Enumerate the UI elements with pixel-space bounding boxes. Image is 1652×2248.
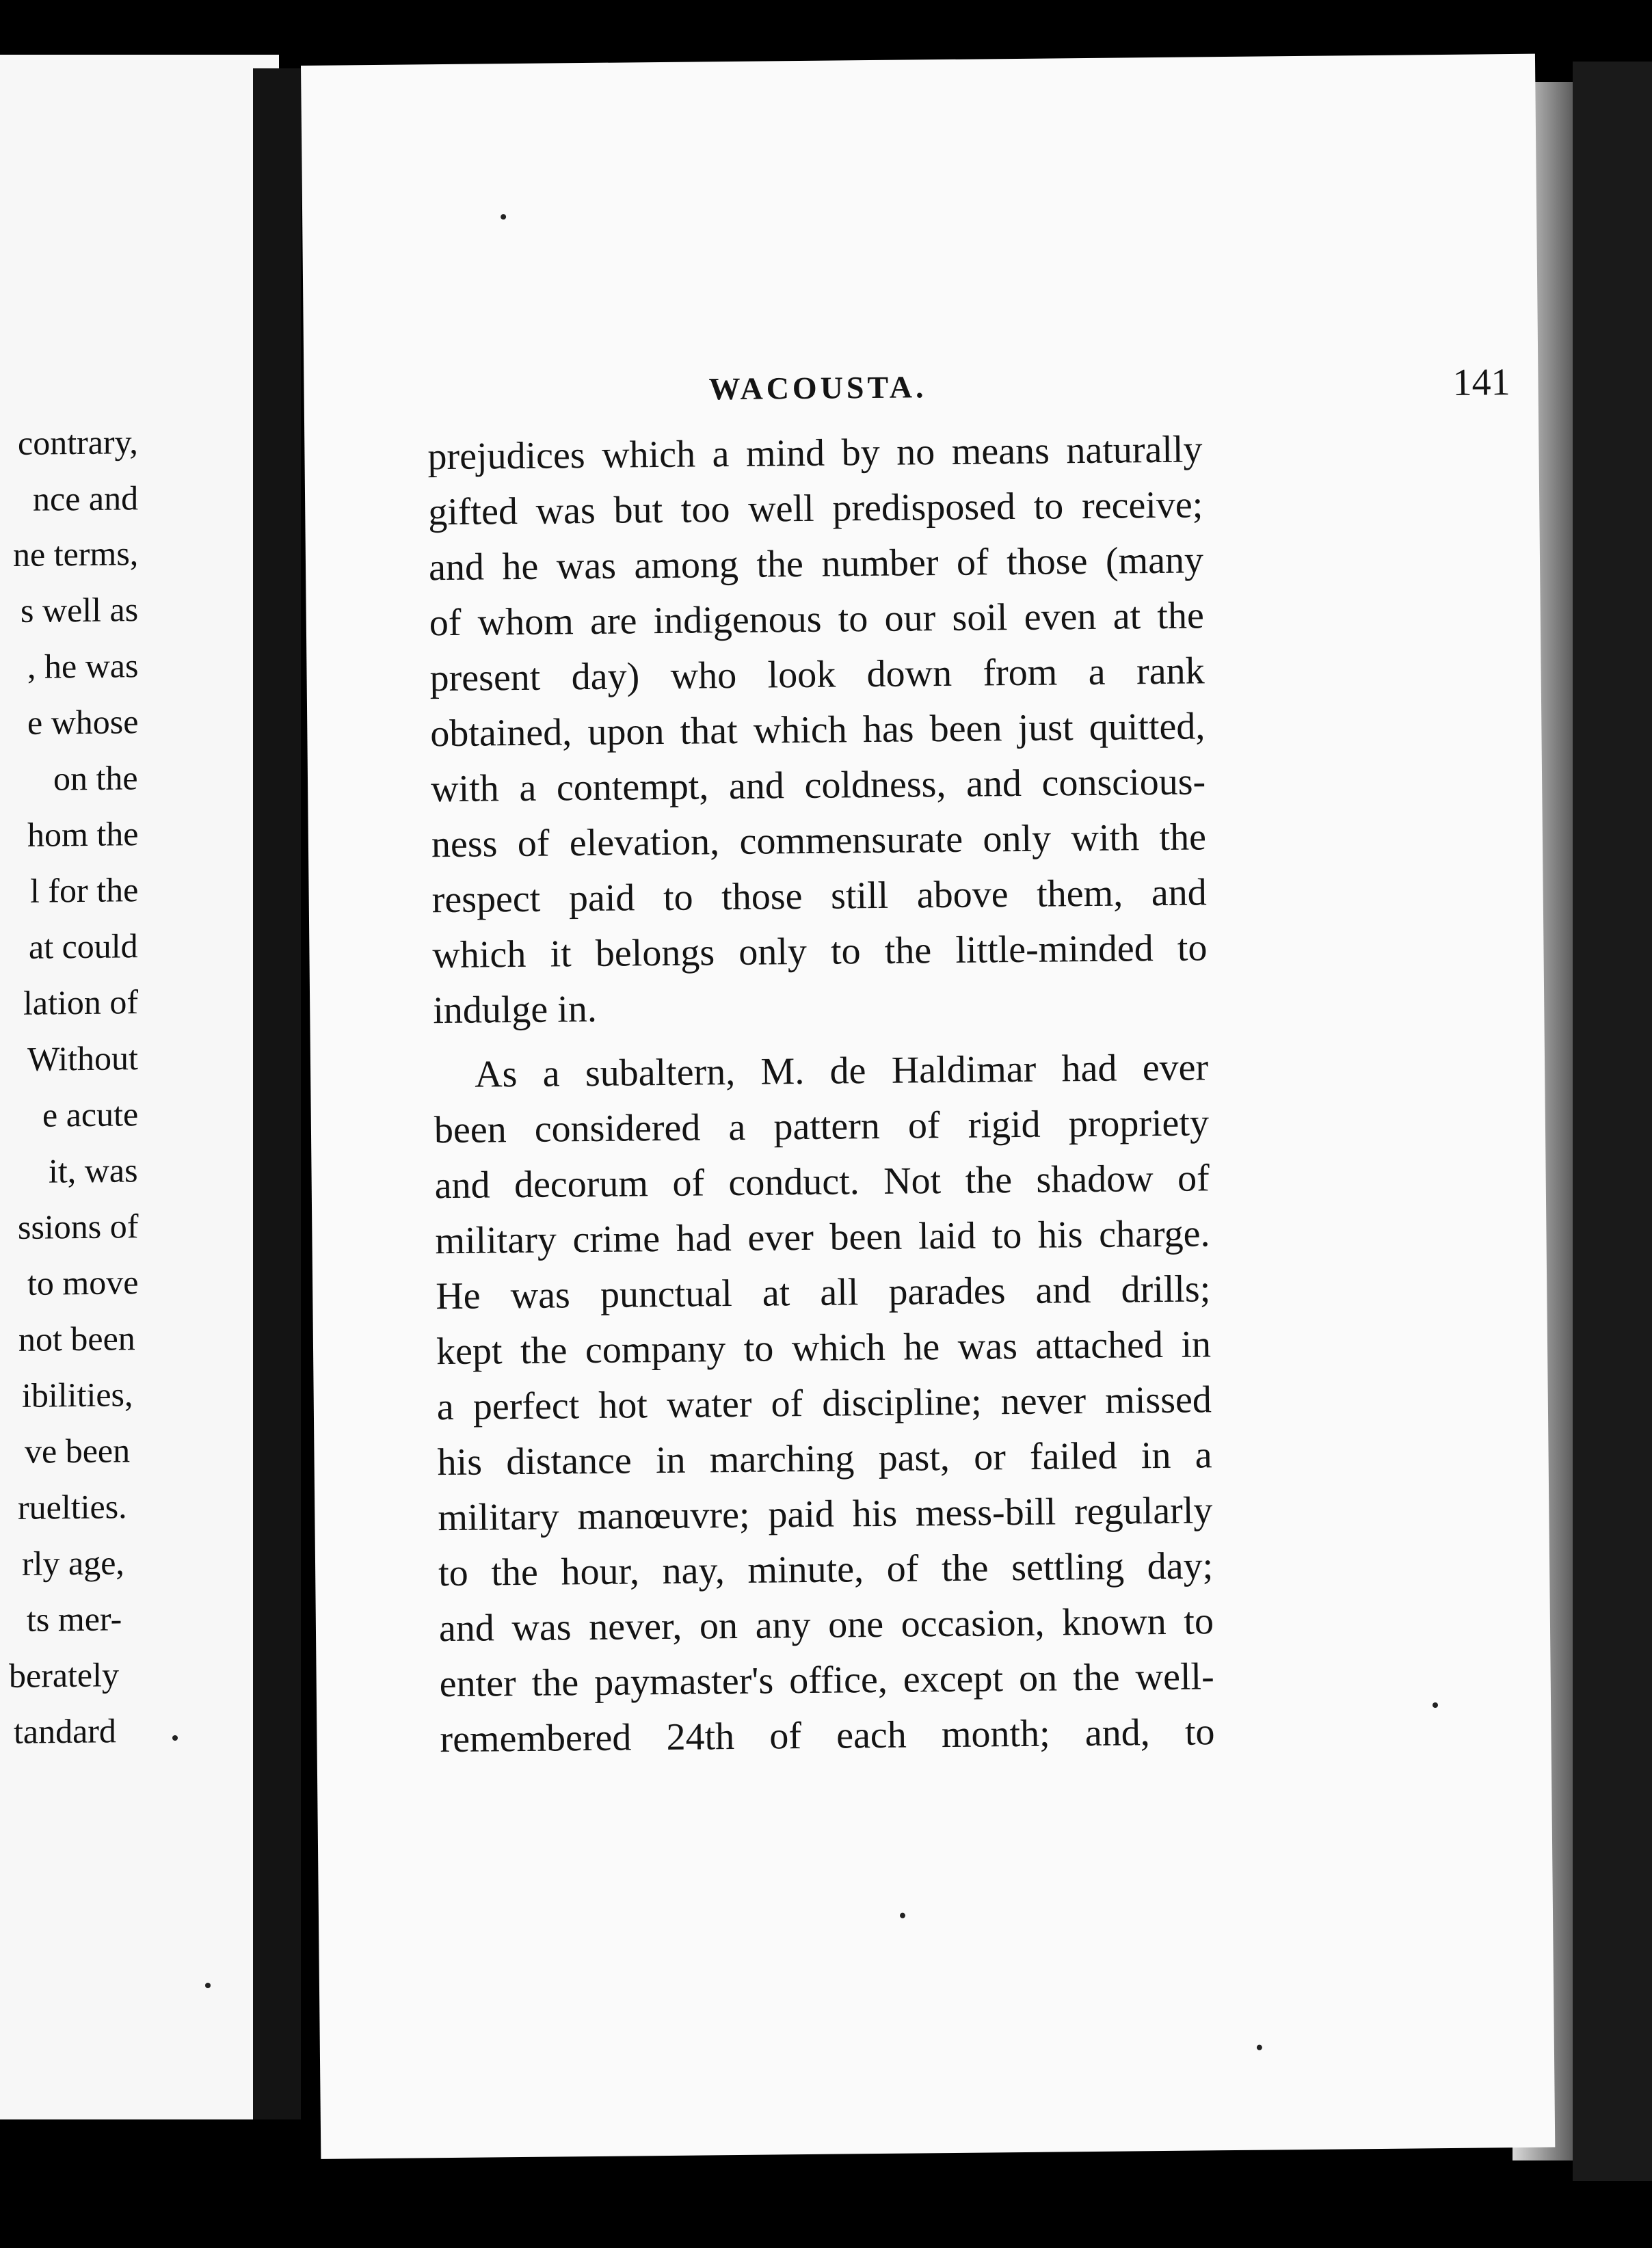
left-line: it, was [49,1151,138,1190]
left-line: l for the [29,870,138,910]
text-line: been considered a pattern of rigid propriety [434,1101,1210,1152]
text-line: of whom are indigenous to our soil even at the [429,594,1205,645]
text-line: which it belongs only to the little-minded to [432,926,1208,977]
text-line: As a subaltern, M. de Haldimar had ever [474,1046,1209,1096]
text-line: ness of elevation, commensurate only with the [431,816,1207,866]
text-line: present day) who look down from a rank [429,650,1205,700]
text-line: He was punctual at all parades and drills; [435,1268,1211,1318]
left-line: to move [27,1263,138,1302]
page-number: 141 [1452,361,1510,404]
left-line: ssions of [17,1207,138,1246]
text-line: obtained, upon that which has been just quitted, [430,705,1205,755]
running-head: WACOUSTA. [708,369,927,407]
text-line: indulge in. [432,987,598,1032]
dust-speck [900,1913,905,1918]
book-gutter [253,68,301,2119]
text-line: gifted was but too well predisposed to receive; [427,483,1203,534]
left-line: e acute [42,1095,138,1134]
left-facing-page [0,55,279,2119]
dust-speck [205,1983,211,1988]
left-line: ve been [24,1431,130,1471]
left-line: nce and [32,479,138,518]
text-line: military manœuvre; paid his mess-bill regularly [438,1489,1213,1540]
text-line: and was never, on any one occasion, known to [438,1600,1214,1650]
text-line: respect paid to those still above them, and [431,871,1207,922]
left-line: s well as [20,590,138,630]
text-line: with a contempt, and coldness, and conscious- [430,760,1206,811]
text-line: to the hour, nay, minute, of the settling day; [438,1544,1214,1595]
text-line: military crime had ever been laid to his charge. [435,1212,1210,1263]
dust-speck [501,214,506,219]
left-line: , he was [27,646,138,686]
left-line: contrary, [18,423,138,462]
book-page [301,54,1555,2159]
left-line: at could [29,926,138,966]
dust-speck [172,1735,178,1741]
left-line: lation of [23,982,138,1022]
left-line: berately [8,1655,119,1695]
left-line: e whose [27,702,138,742]
left-line: hom the [27,814,138,854]
text-line: prejudices which a mind by no means naturally [427,428,1203,479]
left-line: Without [27,1039,138,1078]
left-line: ne terms, [12,534,138,574]
dust-speck [1257,2045,1262,2050]
dust-speck [1433,1702,1438,1708]
left-line: rly age, [22,1543,124,1583]
text-line: and decorum of conduct. Not the shadow of [434,1157,1210,1207]
text-line: his distance in marching past, or failed in a [437,1434,1212,1484]
scan-border [1573,62,1652,2181]
text-line: kept the company to which he was attached in [436,1323,1212,1374]
text-line: enter the paymaster's office, except on the well- [439,1655,1214,1706]
left-line: ts mer- [26,1599,122,1639]
left-line: ibilities, [21,1375,133,1415]
text-line: and he was among the number of those (many [428,539,1204,589]
left-line: not been [18,1319,135,1359]
left-line: on the [53,758,138,798]
text-line: remembered 24th of each month; and, to [440,1711,1215,1761]
text-line: a perfect hot water of discipline; never missed [436,1378,1212,1429]
left-line: ruelties. [18,1487,127,1527]
left-line: tandard [14,1711,116,1751]
